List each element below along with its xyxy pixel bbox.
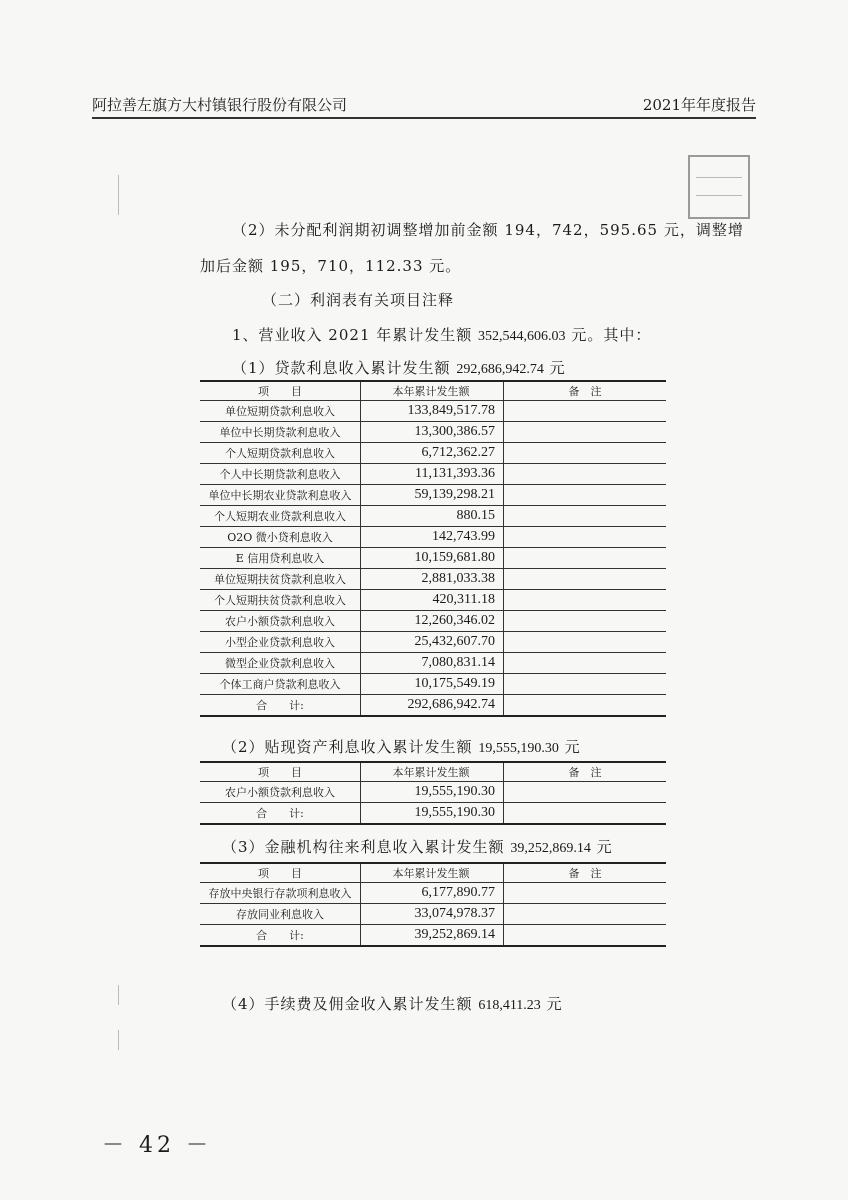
- seal-stamp: [688, 155, 750, 219]
- total-row: [200, 925, 666, 947]
- row-note: [504, 782, 667, 803]
- row-note: [504, 590, 667, 611]
- row-item: 农户小额贷款利息收入: [200, 782, 361, 803]
- total-label: 合 计:: [200, 695, 361, 717]
- header-rule: [92, 117, 756, 119]
- row-note: [504, 611, 667, 632]
- table-row: [200, 883, 666, 904]
- table-row: [200, 782, 666, 803]
- col-header-amount: 本年累计发生额: [361, 381, 504, 401]
- col-header-item: 项 目: [200, 762, 361, 782]
- row-amount: 880.15: [361, 506, 504, 527]
- table-row: [200, 464, 666, 485]
- total-row: [200, 803, 666, 825]
- table-row: [200, 422, 666, 443]
- row-note: [504, 506, 667, 527]
- sub2-title: （2）贴现资产利息收入累计发生额 19,555,190.30 元: [222, 738, 581, 756]
- total-amount: 19,555,190.30: [361, 803, 504, 825]
- row-note: [504, 443, 667, 464]
- table-row: [200, 485, 666, 506]
- row-amount: 7,080,831.14: [361, 653, 504, 674]
- page-header: [92, 94, 756, 119]
- row-amount: 6,177,890.77: [361, 883, 504, 904]
- total-note: [504, 925, 667, 947]
- sub2-table: [200, 761, 666, 825]
- table-row: [200, 590, 666, 611]
- table-row: [200, 443, 666, 464]
- row-amount: 19,555,190.30: [361, 782, 504, 803]
- row-amount: 420,311.18: [361, 590, 504, 611]
- para-line-1: （2）未分配利润期初调整增加前金额 194，742，595.65 元，调整增: [232, 221, 744, 239]
- row-item: 单位中长期贷款利息收入: [200, 422, 361, 443]
- row-item: 个人短期扶贫贷款利息收入: [200, 590, 361, 611]
- row-note: [504, 569, 667, 590]
- col-header-note: 备 注: [504, 762, 667, 782]
- row-amount: 142,743.99: [361, 527, 504, 548]
- row-item: 个人中长期贷款利息收入: [200, 464, 361, 485]
- company-name: 阿拉善左旗方大村镇银行股份有限公司: [92, 96, 348, 114]
- total-note: [504, 803, 667, 825]
- table-row: [200, 506, 666, 527]
- table-row: [200, 632, 666, 653]
- section-title: （二）利润表有关项目注释: [262, 291, 455, 309]
- row-item: 个人短期贷款利息收入: [200, 443, 361, 464]
- row-note: [504, 674, 667, 695]
- sub3-title: （3）金融机构往来利息收入累计发生额 39,252,869.14 元: [222, 838, 613, 856]
- table-row: [200, 674, 666, 695]
- row-note: [504, 653, 667, 674]
- para-line-2: 加后金额 195，710，112.33 元。: [200, 257, 462, 275]
- sub1-table: [200, 380, 666, 717]
- row-item: 存放中央银行存款项利息收入: [200, 883, 361, 904]
- row-amount: 10,175,549.19: [361, 674, 504, 695]
- col-header-amount: 本年累计发生额: [361, 863, 504, 883]
- row-note: [504, 904, 667, 925]
- sub1-title: （1）贷款利息收入累计发生额 292,686,942.74 元: [232, 359, 566, 377]
- page-number: － 42 －: [102, 1133, 212, 1158]
- table-row: [200, 527, 666, 548]
- col-header-note: 备 注: [504, 381, 667, 401]
- margin-mark: [118, 1030, 119, 1050]
- row-item: 微型企业贷款利息收入: [200, 653, 361, 674]
- item1-text: 1、营业收入 2021 年累计发生额 352,544,606.03 元。其中：: [232, 326, 652, 344]
- row-amount: 11,131,393.36: [361, 464, 504, 485]
- row-note: [504, 548, 667, 569]
- total-row: [200, 695, 666, 717]
- col-header-item: 项 目: [200, 863, 361, 883]
- table-row: [200, 611, 666, 632]
- row-item: 单位短期扶贫贷款利息收入: [200, 569, 361, 590]
- total-amount: 39,252,869.14: [361, 925, 504, 947]
- col-header-amount: 本年累计发生额: [361, 762, 504, 782]
- row-note: [504, 485, 667, 506]
- row-note: [504, 464, 667, 485]
- row-item: 单位中长期农业贷款利息收入: [200, 485, 361, 506]
- margin-mark: [118, 985, 119, 1005]
- row-note: [504, 422, 667, 443]
- row-item: O2O 微小贷利息收入: [200, 527, 361, 548]
- row-amount: 25,432,607.70: [361, 632, 504, 653]
- table-row: [200, 569, 666, 590]
- row-item: 个人短期农业贷款利息收入: [200, 506, 361, 527]
- total-amount: 292,686,942.74: [361, 695, 504, 717]
- table-row: [200, 401, 666, 422]
- row-amount: 33,074,978.37: [361, 904, 504, 925]
- table-row: [200, 904, 666, 925]
- row-note: [504, 883, 667, 904]
- row-amount: 12,260,346.02: [361, 611, 504, 632]
- table-row: [200, 653, 666, 674]
- row-amount: 6,712,362.27: [361, 443, 504, 464]
- row-item: 农户小额贷款利息收入: [200, 611, 361, 632]
- total-note: [504, 695, 667, 717]
- col-header-note: 备 注: [504, 863, 667, 883]
- table-row: [200, 548, 666, 569]
- row-note: [504, 401, 667, 422]
- margin-mark: [118, 175, 119, 215]
- total-label: 合 计:: [200, 803, 361, 825]
- sub3-table: [200, 862, 666, 947]
- row-amount: 133,849,517.78: [361, 401, 504, 422]
- row-item: 单位短期贷款利息收入: [200, 401, 361, 422]
- report-title: 2021年年度报告: [642, 96, 756, 114]
- row-note: [504, 527, 667, 548]
- sub4-title: （4）手续费及佣金收入累计发生额 618,411.23 元: [222, 995, 563, 1013]
- row-item: E 信用贷利息收入: [200, 548, 361, 569]
- row-item: 存放同业利息收入: [200, 904, 361, 925]
- row-amount: 13,300,386.57: [361, 422, 504, 443]
- row-amount: 2,881,033.38: [361, 569, 504, 590]
- row-amount: 10,159,681.80: [361, 548, 504, 569]
- row-amount: 59,139,298.21: [361, 485, 504, 506]
- row-item: 小型企业贷款利息收入: [200, 632, 361, 653]
- col-header-item: 项 目: [200, 381, 361, 401]
- row-note: [504, 632, 667, 653]
- total-label: 合 计:: [200, 925, 361, 947]
- row-item: 个体工商户贷款利息收入: [200, 674, 361, 695]
